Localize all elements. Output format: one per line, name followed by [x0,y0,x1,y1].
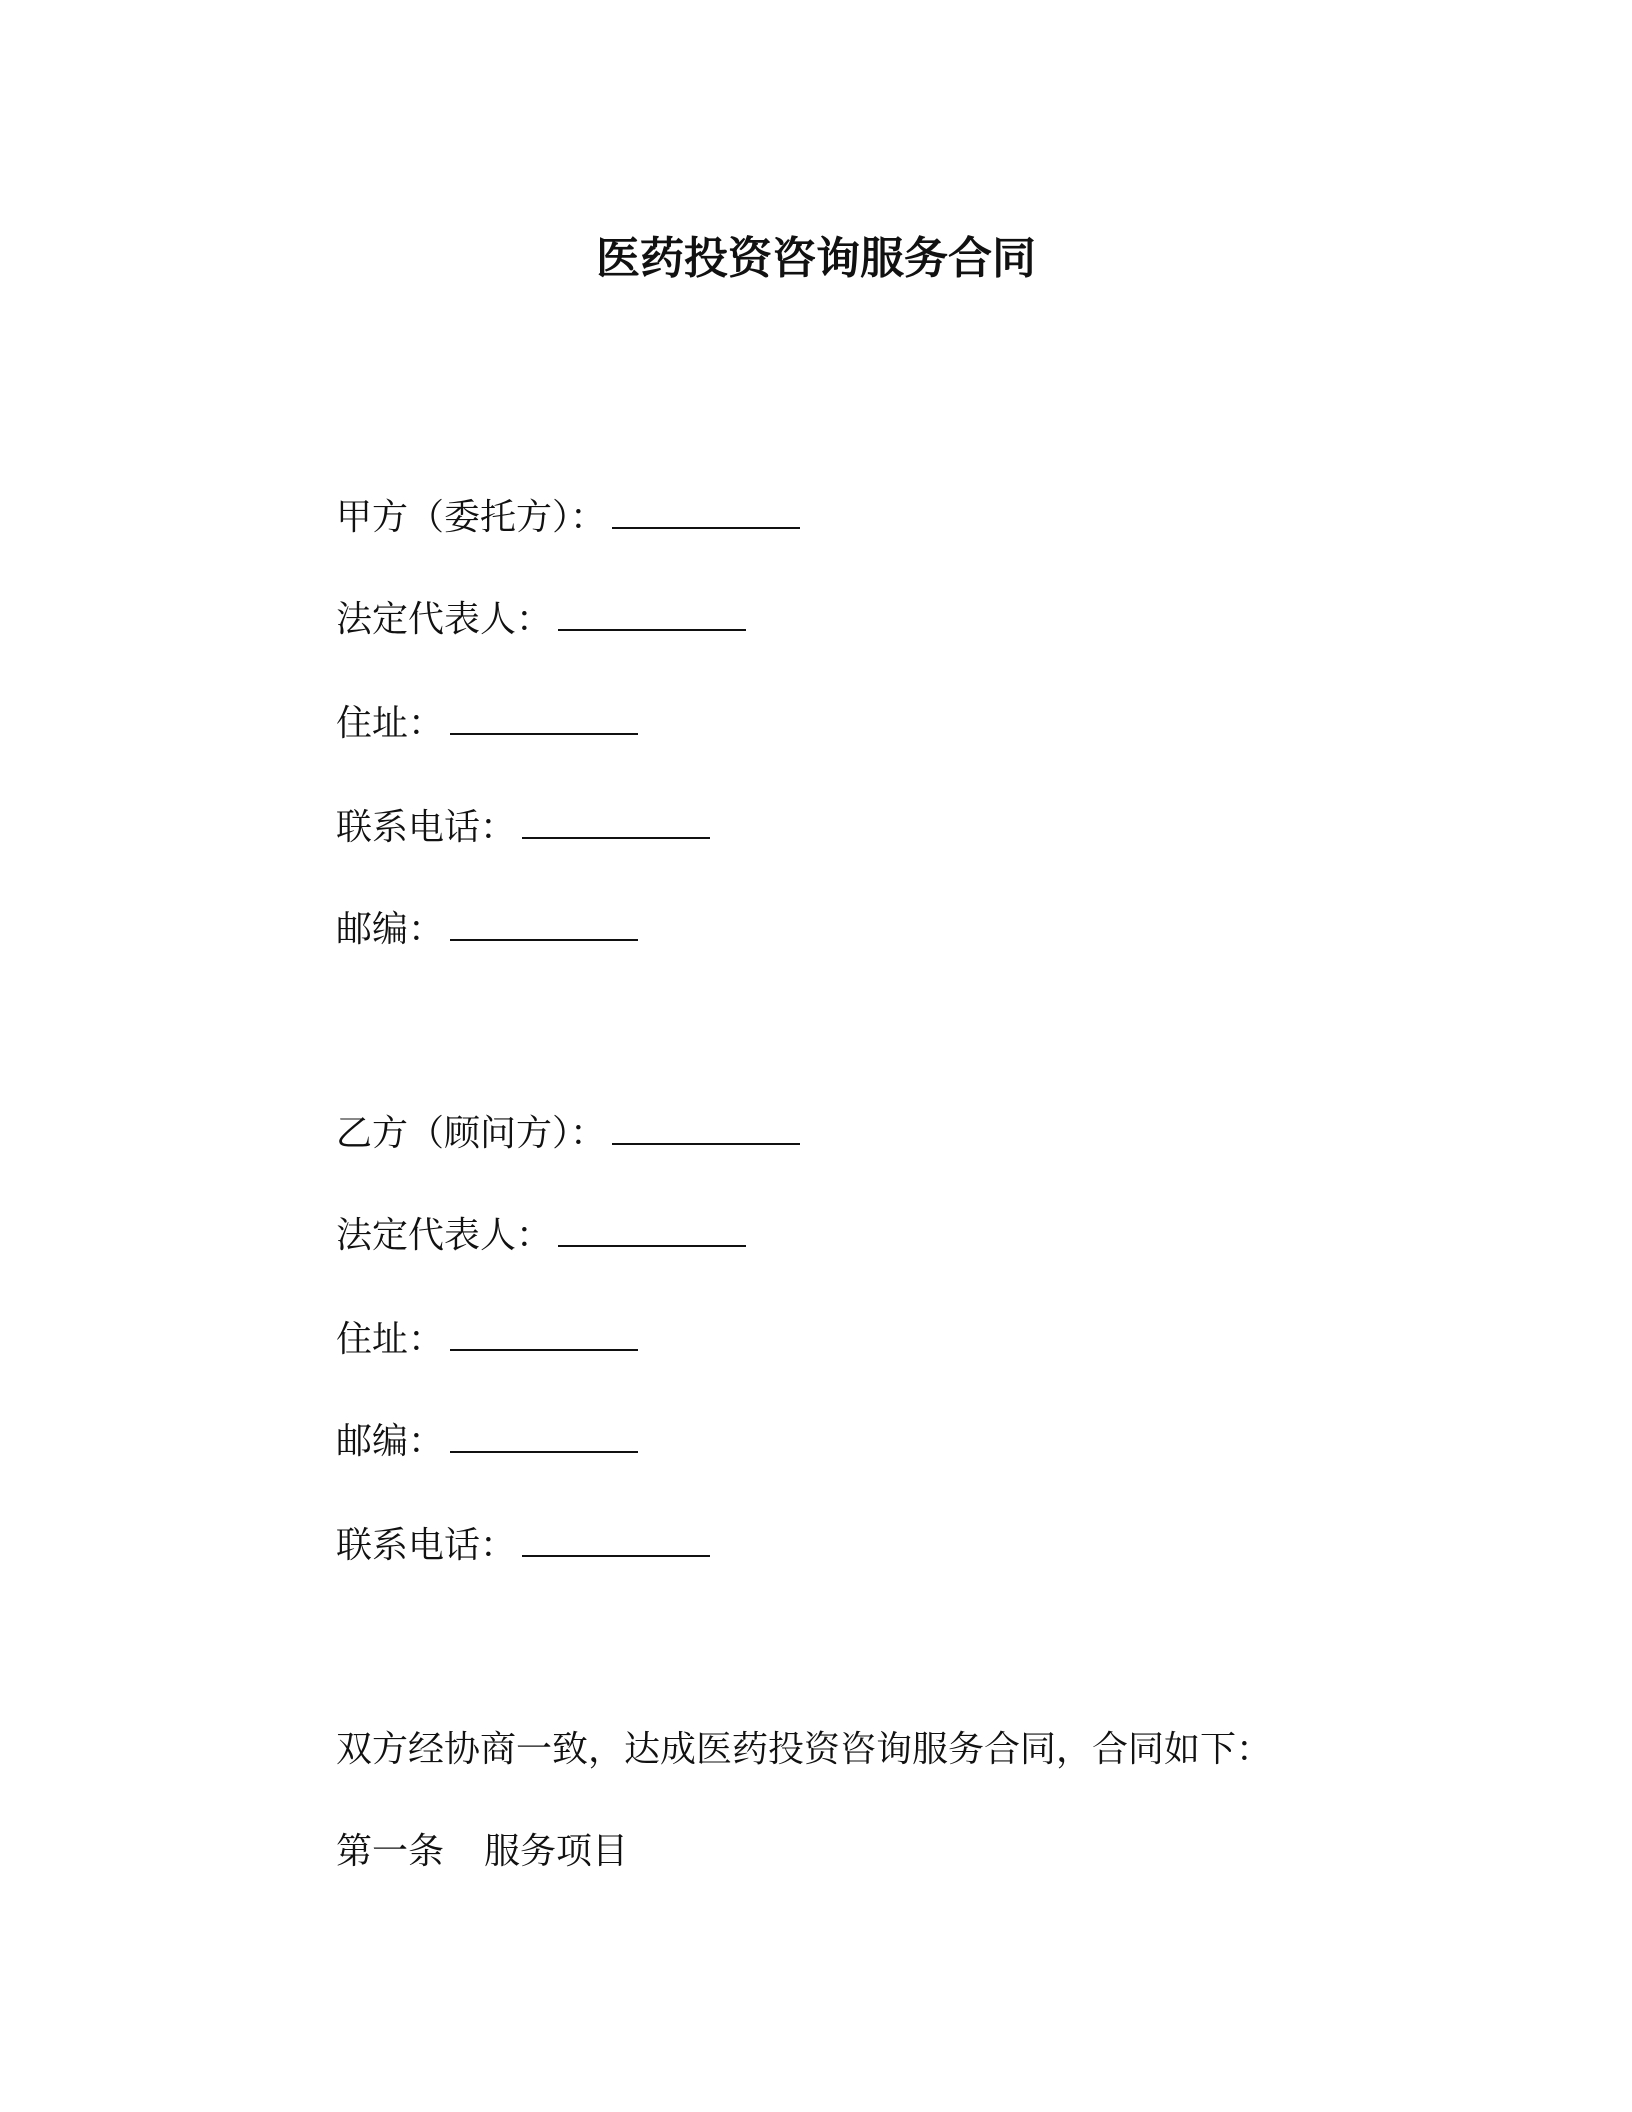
party-b-postcode-row [336,1420,638,1464]
party-b-phone-row [336,1524,710,1568]
party-a-rep-blank[interactable] [558,599,746,631]
party-a-address-row [336,702,638,746]
article-1-title: 服务项目 [484,1831,629,1872]
party-b-postcode-blank[interactable] [450,1421,638,1453]
party-b-address-row [336,1318,638,1362]
party-b-address-label: 住址： [336,1319,445,1360]
party-b-name-label: 乙方（顾问方）： [336,1113,607,1154]
party-b-rep-row [336,1214,746,1258]
party-a-postcode-blank[interactable] [450,909,638,941]
party-b-rep-blank[interactable] [558,1215,746,1247]
party-b-rep-label: 法定代表人： [336,1215,553,1256]
party-b-name-row [336,1112,800,1156]
party-a-name-blank[interactable] [612,497,800,529]
party-b-address-blank[interactable] [450,1319,638,1351]
intro-paragraph: 双方经协商一致，达成医药投资咨询服务合同，合同如下： [336,1729,1273,1770]
party-a-name-row [336,496,800,540]
article-1-number: 第一条 [336,1831,445,1872]
party-b-phone-blank[interactable] [522,1525,710,1557]
party-b-name-blank[interactable] [612,1113,800,1145]
party-a-phone-row [336,806,710,850]
party-a-address-label: 住址： [336,703,445,744]
page-title: 医药投资咨询服务合同 [596,233,1036,284]
party-b-phone-label: 联系电话： [336,1525,517,1566]
party-a-postcode-row [336,908,638,952]
party-a-name-label: 甲方（委托方）： [336,497,607,538]
party-a-phone-blank[interactable] [522,807,710,839]
party-a-phone-label: 联系电话： [336,807,517,848]
party-a-rep-row [336,598,746,642]
party-a-rep-label: 法定代表人： [336,599,553,640]
party-b-postcode-label: 邮编： [336,1421,445,1462]
article-1-heading [336,1830,628,1874]
party-a-address-blank[interactable] [450,703,638,735]
party-a-postcode-label: 邮编： [336,909,445,950]
